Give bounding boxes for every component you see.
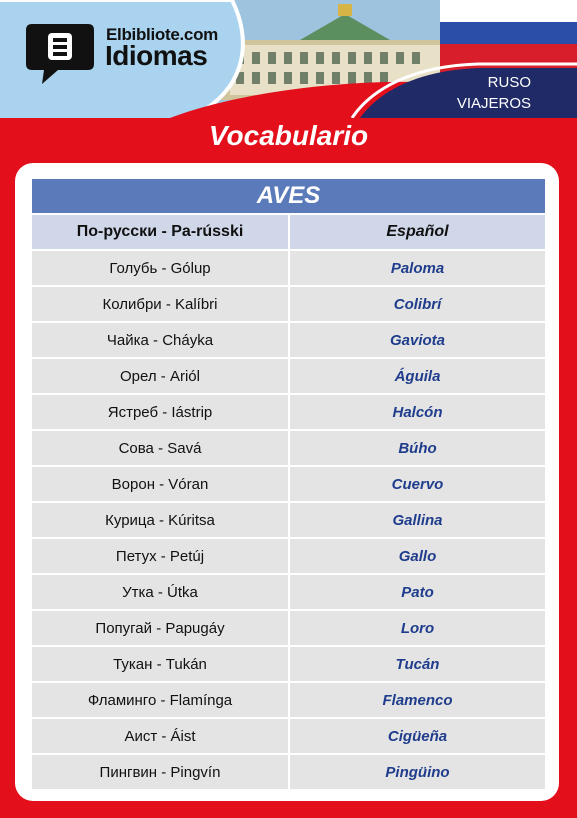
audience-tag: VIAJEROS bbox=[456, 95, 531, 112]
table-title: AVES bbox=[32, 179, 545, 213]
russian-word: Тукан - Tukán bbox=[32, 647, 288, 681]
spanish-word: Pingüino bbox=[290, 755, 545, 789]
table-row bbox=[32, 647, 545, 681]
spanish-word: Águila bbox=[290, 359, 545, 393]
spanish-word: Gallo bbox=[290, 539, 545, 573]
russian-word: Фламинго - Flamínga bbox=[32, 683, 288, 717]
spanish-word: Cigüeña bbox=[290, 719, 545, 753]
russian-word: Утка - Útka bbox=[32, 575, 288, 609]
spanish-word: Halcón bbox=[290, 395, 545, 429]
russian-word: Пингвин - Pingvín bbox=[32, 755, 288, 789]
russian-word: Сова - Savá bbox=[32, 431, 288, 465]
spanish-word: Búho bbox=[290, 431, 545, 465]
table-row bbox=[32, 251, 545, 285]
table-body bbox=[32, 251, 545, 789]
russian-word: Чайка - Cháyka bbox=[32, 323, 288, 357]
brand-site: Elbibliote.com bbox=[106, 25, 218, 44]
column-header-spanish: Español bbox=[290, 215, 545, 249]
spanish-word: Gaviota bbox=[290, 323, 545, 357]
table-row bbox=[32, 719, 545, 753]
spanish-word: Pato bbox=[290, 575, 545, 609]
spanish-word: Loro bbox=[290, 611, 545, 645]
russian-word: Попугай - Papugáy bbox=[32, 611, 288, 645]
header-banner bbox=[0, 0, 577, 118]
russian-word: Курица - Kúritsa bbox=[32, 503, 288, 537]
russian-word: Ястреб - Iástrip bbox=[32, 395, 288, 429]
language-tag: RUSO bbox=[487, 74, 531, 91]
table-row bbox=[32, 503, 545, 537]
vocabulary-table bbox=[32, 179, 545, 789]
table-row bbox=[32, 539, 545, 573]
table-row bbox=[32, 359, 545, 393]
logo-icon bbox=[24, 18, 96, 86]
brand-name: Idiomas bbox=[105, 40, 208, 71]
vocabulary-card bbox=[15, 163, 559, 801]
table-row bbox=[32, 323, 545, 357]
russian-word: Ворон - Vóran bbox=[32, 467, 288, 501]
spanish-word: Cuervo bbox=[290, 467, 545, 501]
russian-word: Аист - Áist bbox=[32, 719, 288, 753]
spanish-word: Colibrí bbox=[290, 287, 545, 321]
russian-word: Петух - Petúj bbox=[32, 539, 288, 573]
table-row bbox=[32, 683, 545, 717]
page-title: Vocabulario bbox=[208, 120, 369, 151]
table-row bbox=[32, 395, 545, 429]
table-row bbox=[32, 575, 545, 609]
column-header-russian: По-русски - Pa-rússki bbox=[32, 215, 288, 249]
table-row bbox=[32, 431, 545, 465]
russian-word: Орел - Ariól bbox=[32, 359, 288, 393]
table-row bbox=[32, 467, 545, 501]
table-row bbox=[32, 755, 545, 789]
russian-word: Голубь - Gólup bbox=[32, 251, 288, 285]
spanish-word: Flamenco bbox=[290, 683, 545, 717]
spanish-word: Gallina bbox=[290, 503, 545, 537]
spanish-word: Tucán bbox=[290, 647, 545, 681]
table-row bbox=[32, 287, 545, 321]
table-row bbox=[32, 611, 545, 645]
spanish-word: Paloma bbox=[290, 251, 545, 285]
russian-word: Колибри - Kalíbri bbox=[32, 287, 288, 321]
table-header-row bbox=[32, 215, 545, 249]
